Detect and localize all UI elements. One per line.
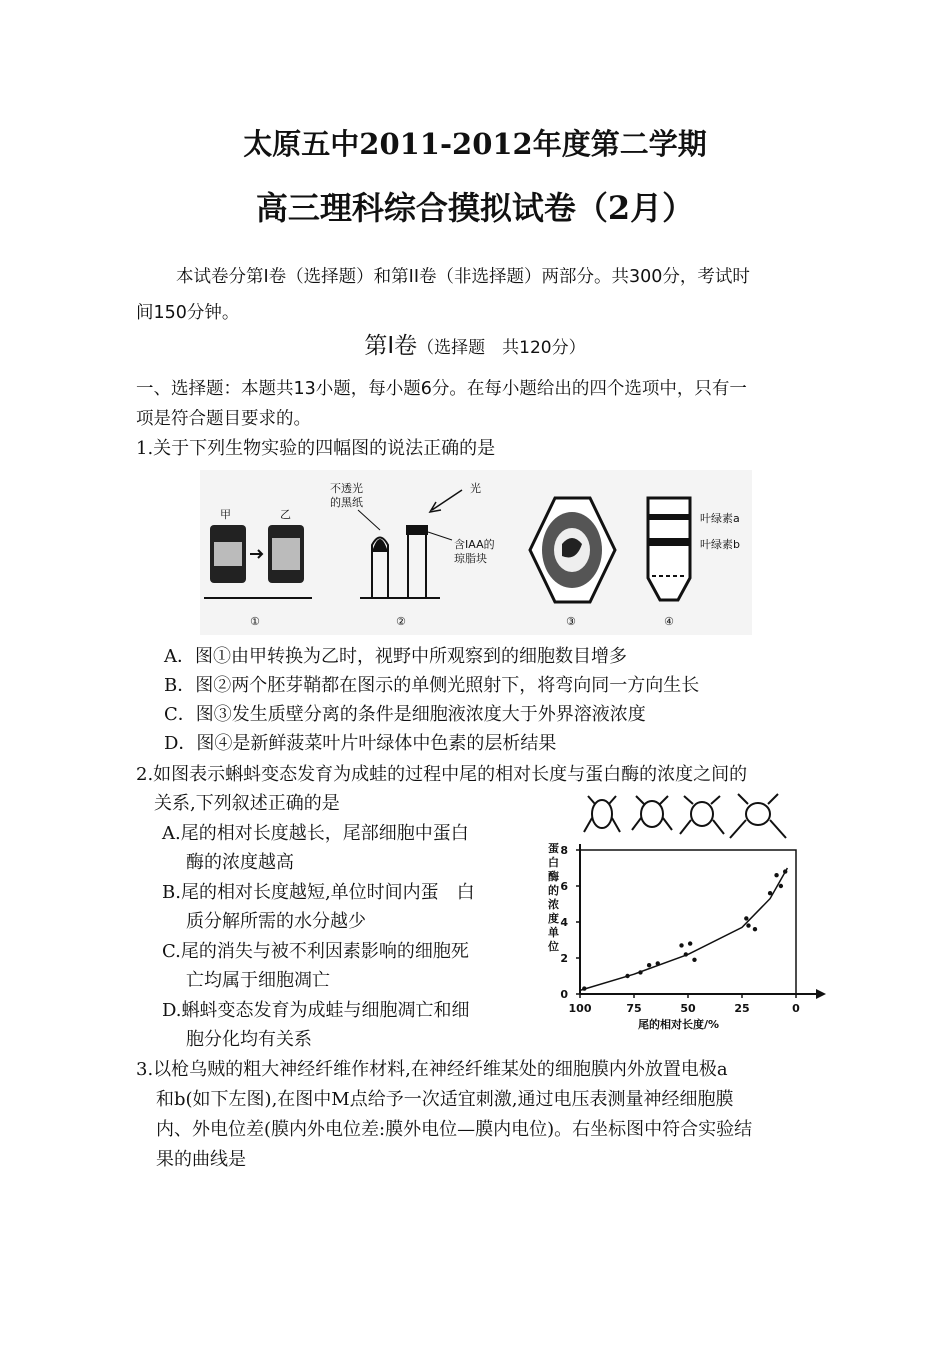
q2-option-b-1: B.尾的相对长度越短,单位时间内蛋 白 [162, 882, 475, 903]
label-light: 光 [470, 482, 481, 495]
label-chl-b: 叶绿素b [700, 538, 740, 551]
label-n1: ① [250, 615, 260, 628]
q2-stem-line1: 2.如图表示蝌蚪变态发育为成蛙的过程中尾的相对长度与蛋白酶的浓度之间的 [136, 764, 748, 785]
x-axis-label: 尾的相对长度/% [638, 1018, 720, 1031]
frog-icon [584, 796, 620, 832]
intro-line2: 间150分钟。 [136, 303, 240, 323]
data-point [779, 884, 783, 888]
data-point [638, 970, 642, 974]
frog-icon [632, 796, 672, 830]
frog-icons [584, 794, 786, 838]
q1-option-d: D．图④是新鲜菠菜叶片叶绿体中色素的层析结果 [164, 733, 557, 754]
x-tick-label: 50 [680, 1002, 696, 1015]
q1-option-b: B．图②两个胚芽鞘都在图示的单侧光照射下，将弯向同一方向生长 [164, 675, 700, 696]
data-point [774, 873, 778, 877]
exam-subtitle: 高三理科综合摸拟试卷（2月） [255, 189, 695, 227]
x-tick-label: 75 [626, 1002, 642, 1015]
label-yi: 乙 [280, 508, 291, 521]
y-tick-label: 8 [560, 844, 568, 857]
q2-option-b-2: 质分解所需的水分越少 [186, 911, 366, 932]
data-point [768, 891, 772, 895]
label-jia: 甲 [220, 508, 231, 521]
label-iaa-1: 含IAA的 [454, 538, 495, 551]
instruction-line2: 项是符合题目要求的。 [136, 409, 311, 429]
data-point [753, 927, 757, 931]
q1-figure [200, 470, 752, 635]
label-opaque-1: 不透光 [330, 482, 363, 495]
x-tick-label: 0 [792, 1002, 800, 1015]
q2-option-c-1: C.尾的消失与被不利因素影响的细胞死 [162, 941, 469, 962]
frog-icon [680, 796, 724, 834]
q2-option-d-1: D.蝌蚪变态发育为成蛙与细胞凋亡和细 [162, 1000, 470, 1021]
instruction-line1: 一、选择题：本题共13小题，每小题6分。在每小题给出的四个选项中，只有一 [136, 379, 747, 399]
data-point [647, 963, 651, 967]
data-point [744, 916, 748, 920]
data-point [656, 961, 660, 965]
data-point [688, 941, 692, 945]
q1-option-c: C．图③发生质壁分离的条件是细胞液浓度大于外界溶液浓度 [164, 704, 646, 725]
q1-stem: 1.关于下列生物实验的四幅图的说法正确的是 [136, 438, 496, 459]
q2-option-a-1: A.尾的相对长度越长，尾部细胞中蛋白 [162, 823, 469, 844]
y-tick-label: 4 [560, 916, 568, 929]
data-point [582, 986, 586, 990]
data-point [679, 943, 683, 947]
data-point [625, 974, 629, 978]
q3-line2: 和b(如下左图),在图中M点给予一次适宜刺激,通过电压表测量神经细胞膜 [156, 1089, 734, 1110]
q2-option-c-2: 亡均属于细胞凋亡 [186, 970, 330, 991]
q2-stem-line2: 关系,下列叙述正确的是 [154, 793, 340, 814]
label-n2: ② [396, 615, 406, 628]
y-tick-label: 0 [560, 988, 568, 1001]
plot-frame [580, 850, 796, 994]
section1-heading-main: 第Ⅰ卷 [364, 333, 418, 359]
y-tick-label: 6 [560, 880, 568, 893]
section1-heading-sub: （选择题 共120分） [417, 338, 586, 358]
data-point [692, 958, 696, 962]
x-tick-label: 25 [734, 1002, 750, 1015]
q2-option-a-2: 酶的浓度越高 [186, 852, 294, 873]
section1-heading [0, 328, 950, 366]
label-n3: ③ [566, 615, 576, 628]
frog-icon [730, 794, 786, 838]
data-point [783, 869, 787, 873]
label-opaque-2: 的黑纸 [330, 496, 363, 509]
intro-line1: 本试卷分第Ⅰ卷（选择题）和第II卷（非选择题）两部分。共300分，考试时 [176, 267, 750, 287]
q2-option-d-2: 胞分化均有关系 [186, 1029, 312, 1050]
label-n4: ④ [664, 615, 674, 628]
x-tick-label: 100 [568, 1002, 592, 1015]
x-axis-arrow [816, 989, 826, 999]
q3-line1: 3.以枪乌贼的粗大神经纤维作材料,在神经纤维某处的细胞膜内外放置电极a [136, 1059, 728, 1080]
data-point [746, 923, 750, 927]
y-tick-label: 2 [560, 952, 568, 965]
q3-line3: 内、外电位差(膜内外电位差:膜外电位—膜内电位)。右坐标图中符合实验结 [156, 1119, 753, 1140]
label-chl-a: 叶绿素a [700, 512, 740, 525]
data-point [684, 952, 688, 956]
label-iaa-2: 琼脂块 [454, 552, 487, 565]
exam-title: 太原五中2011-2012年度第二学期 [243, 127, 707, 161]
q1-option-a: A．图①由甲转换为乙时，视野中所观察到的细胞数目增多 [164, 646, 627, 667]
y-axis-label-text: 蛋白酶的浓度单位 [548, 842, 559, 953]
q3-line4: 果的曲线是 [156, 1149, 246, 1170]
y-axis-label [547, 841, 559, 953]
q2-chart [540, 792, 830, 1034]
